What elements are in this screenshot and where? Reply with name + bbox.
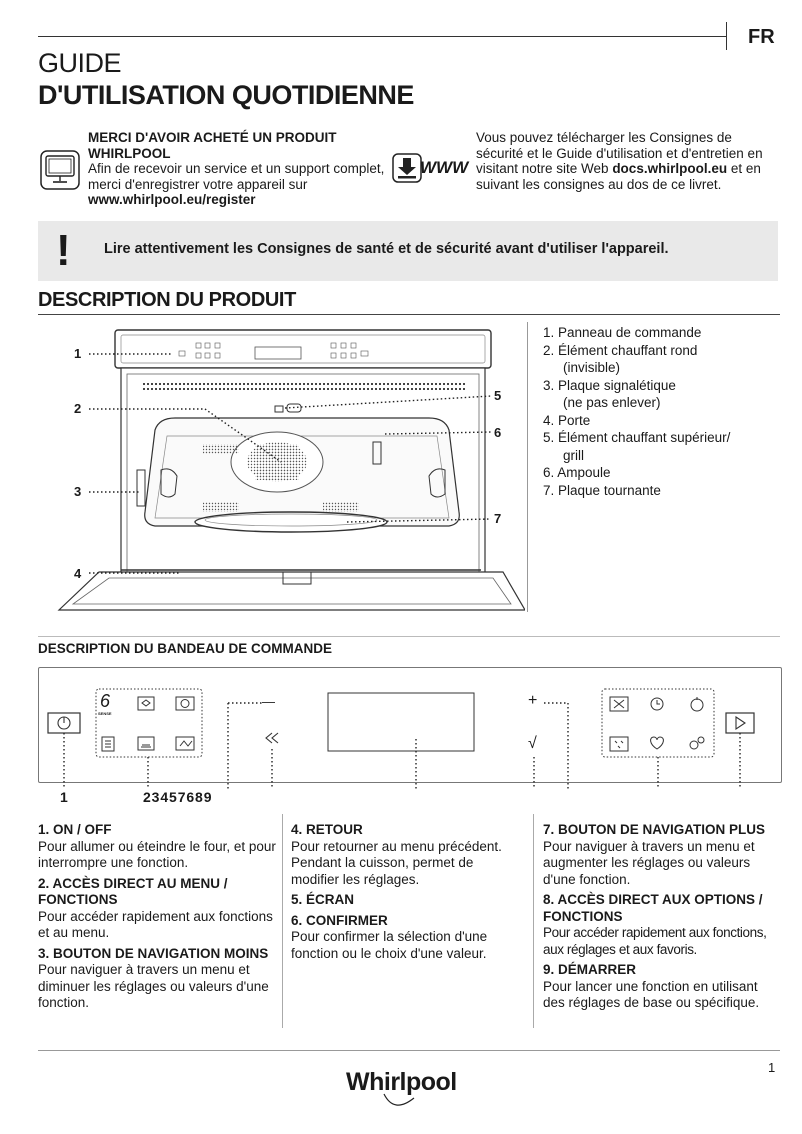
confirm-button[interactable]: √ <box>528 735 537 752</box>
safety-warning-box <box>38 221 778 281</box>
callout-5: 5 <box>494 388 502 403</box>
functions-column-3 <box>543 822 783 1012</box>
column-divider-1 <box>282 814 283 1028</box>
function-title: 3. BOUTON DE NAVIGATION MOINS <box>38 945 269 961</box>
function-body: Pour retourner au menu précédent. <box>291 838 502 854</box>
callout-6: 6 <box>494 425 502 440</box>
parts-list <box>543 324 730 499</box>
function-body: Pour accéder rapidement aux fonctions, aux réglages et aux favoris. <box>543 925 767 957</box>
intro-right <box>476 130 766 192</box>
callout-3: 3 <box>74 484 82 499</box>
panel-section-rule <box>38 636 780 637</box>
www-label: WWW <box>420 158 469 177</box>
intro-left <box>88 130 388 208</box>
function-title: 7. BOUTON DE NAVIGATION PLUS <box>543 822 766 837</box>
callout-4: 4 <box>74 566 82 581</box>
product-column-divider <box>527 322 528 612</box>
language-code: FR <box>748 26 775 48</box>
function-body: Pendant la cuisson, permet de modifier les réglages. <box>291 855 474 887</box>
function-title: 5. ÉCRAN <box>291 892 355 907</box>
header-rule-tick <box>726 22 727 50</box>
list-item: 2. Élément chauffant rond (invisible) <box>543 342 698 375</box>
list-item: 5. Élément chauffant supérieur/ grill <box>543 430 731 463</box>
function-body: Pour lancer une fonction en utilisant des réglages de base ou spécifique. <box>543 978 760 1010</box>
panel-section-title: DESCRIPTION DU BANDEAU DE COMMANDE <box>38 641 333 656</box>
safety-warning-text: Lire attentivement les Consignes de santé et de sécurité avant d'utiliser l'appareil. <box>104 241 669 257</box>
computer-icon <box>40 150 80 190</box>
whirlpool-logo: Whirlpool <box>346 1068 457 1096</box>
list-item: 6. Ampoule <box>543 465 611 480</box>
callout-1: 1 <box>74 346 82 361</box>
functions-column-1 <box>38 822 276 1012</box>
panel-label-group: 2 3 4 5 7 6 8 9 <box>143 789 211 805</box>
sense-digit: 6 <box>100 691 111 711</box>
list-item: 1. Panneau de commande <box>543 325 702 340</box>
docs-link[interactable]: docs.whirlpool.eu <box>612 161 728 176</box>
header-rule <box>38 36 726 37</box>
sense-word: SENSE <box>98 711 112 716</box>
intro-left-heading: MERCI D'AVOIR ACHETÉ UN PRODUIT WHIRLPOOL <box>88 130 337 161</box>
footer-rule <box>38 1050 780 1051</box>
page-title-line-2: D'UTILISATION QUOTIDIENNE <box>38 80 414 110</box>
function-body: Pour naviguer à travers un menu et diminuer les réglages ou valeurs d'une fonction. <box>38 962 269 1010</box>
function-body: Pour accéder rapidement aux fonctions et au menu. <box>38 908 273 940</box>
intro-right-tail: et en suivant les consignes au dos de ce livret. <box>476 161 761 192</box>
function-title: 8. ACCÈS DIRECT AUX OPTIONS / FONCTIONS <box>543 892 763 924</box>
minus-button[interactable]: — <box>262 694 275 709</box>
plus-button[interactable]: + <box>528 692 538 709</box>
list-item: 4. Porte <box>543 412 591 428</box>
function-title: 6. CONFIRMER <box>291 912 388 928</box>
functions-column-2 <box>291 822 523 962</box>
function-title: 2. ACCÈS DIRECT AU MENU / FONCTIONS <box>38 875 228 907</box>
panel-label-1: 1 <box>60 789 68 805</box>
function-body: Pour confirmer la sélection d'une fonction ou le choix d'une valeur. <box>291 929 488 961</box>
callout-7: 7 <box>494 511 502 526</box>
register-link[interactable]: www.whirlpool.eu/register <box>88 192 256 207</box>
list-item: 3. Plaque signalétique (ne pas enlever) <box>543 377 676 410</box>
oven-illustration <box>55 322 525 617</box>
page-number: 1 <box>768 1060 776 1075</box>
function-title: 4. RETOUR <box>291 822 363 837</box>
product-section-title: DESCRIPTION DU PRODUIT <box>38 289 296 311</box>
function-body: Pour naviguer à travers un menu et augmenter les réglages ou valeurs d'une fonction. <box>543 838 755 887</box>
product-section-rule <box>38 314 780 315</box>
download-icon <box>392 153 422 183</box>
function-title: 9. DÉMARRER <box>543 962 637 977</box>
list-item: 7. Plaque tournante <box>543 482 661 498</box>
page-title-line-1: GUIDE <box>38 48 122 78</box>
intro-right-body: Vous pouvez télécharger les Consignes de sécurité et le Guide d'utilisation et d'entretien en visitant notre site Web <box>476 130 763 176</box>
column-divider-2 <box>533 814 534 1028</box>
callout-2: 2 <box>74 401 82 416</box>
intro-left-body: Afin de recevoir un service et un support complet, merci d'enregistrer votre appareil sur <box>88 161 385 192</box>
function-body: Pour allumer ou éteindre le four, et pour interrompre une fonction. <box>38 838 276 870</box>
exclamation-icon: ! <box>56 226 71 275</box>
function-title: 1. ON / OFF <box>38 822 112 837</box>
logo-swoosh-icon <box>380 1090 420 1112</box>
control-panel-icons <box>38 667 782 802</box>
